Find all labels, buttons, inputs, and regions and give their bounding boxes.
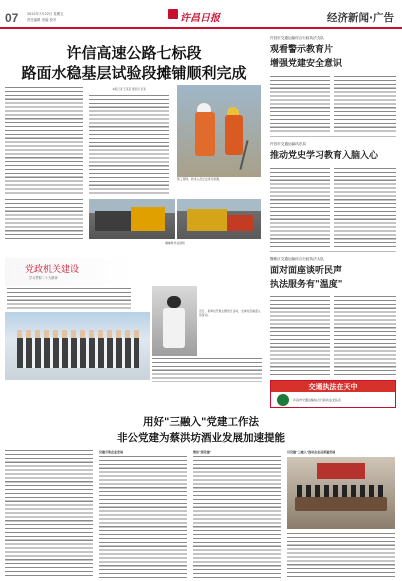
topic-logo-title: 党政机关建设: [25, 265, 80, 275]
lead-body-col3: [5, 199, 83, 239]
right-kicker-2: 许昌市交通运输执法局: [270, 142, 306, 146]
masthead-rule: [0, 27, 402, 29]
right-headline-1a: 观看警示教育片: [270, 45, 334, 55]
masthead: [0, 0, 402, 30]
right-headline-2: 推动党史学习教育入脑入心: [270, 151, 379, 161]
meeting-people-icon: [297, 485, 385, 497]
right-headline-1b: 增强党建安全意识: [270, 59, 343, 69]
bottom-photo-meeting: [287, 457, 395, 529]
right-divider-2: [270, 251, 396, 252]
lead-photo-caption: 施工现场，技术人员正在进行检测。: [177, 177, 222, 181]
right-column: [268, 32, 398, 410]
section-title: 经济新闻·广告: [327, 12, 394, 24]
roller-machine-icon: [187, 209, 227, 231]
worker-figure-icon: [225, 115, 243, 155]
bottom-title-line2: 非公党建为蔡洪坊酒业发展加速提能: [117, 432, 285, 444]
ad-box: [270, 380, 396, 408]
lead-title-line1: 许信高速公路七标段: [66, 44, 202, 62]
meeting-screen-icon: [317, 463, 365, 479]
ad-emblem-icon: [277, 394, 289, 406]
bottom-article: [5, 412, 397, 580]
right-kicker-3: 魏都区交通运输综合行政执法大队: [270, 257, 324, 261]
topic-photo-speaker: [152, 286, 197, 356]
newspaper-logo: [168, 9, 228, 23]
worker-helmet-icon: [197, 103, 211, 112]
lead-byline: 本报记者 王某某 通讯员 李某: [112, 88, 146, 91]
group-people-icon: [17, 338, 139, 368]
lead-body-col1: [5, 87, 83, 195]
ad-title-bar: [271, 381, 395, 392]
right-kicker-1: 许昌市交通运输综合行政执法支队: [270, 36, 324, 40]
right-divider-1: [270, 136, 396, 137]
topic-body: [152, 358, 262, 382]
bottom-title-line1: 用好"三融入"党建工作法: [143, 416, 259, 428]
lead-photo-paver: [89, 199, 175, 239]
lead-photo-workers: [177, 85, 261, 177]
lead-body-col2: [89, 95, 169, 195]
right-headline-3b: 执法服务有"温度": [270, 280, 343, 290]
bottom-subhead-3: 以党建"三融入"推动企业高质量发展: [287, 450, 336, 454]
logo-seal-icon: [168, 9, 178, 19]
topic-intro-body: [7, 288, 131, 310]
topic-banner: [5, 258, 133, 286]
lead-photo-roller: [177, 199, 261, 239]
speaker-figure-icon: [167, 296, 181, 308]
lead-title-line2: 路面水稳基层试验段摊铺顺利完成: [21, 64, 247, 82]
right-body-1b: [334, 76, 396, 132]
ad-title: 交通执法在天中: [308, 383, 358, 391]
bottom-body-col1: [5, 450, 93, 578]
topic-photo-meeting: [5, 312, 150, 380]
page-number: 07: [5, 11, 19, 25]
worker-figure-icon: [195, 112, 215, 156]
speaker-figure-icon: [163, 308, 185, 348]
logo-text: 许昌日报: [180, 13, 220, 24]
meeting-room-icon: [295, 497, 387, 511]
paver-machine-icon: [131, 207, 165, 231]
topic-photo-caption: 近日，某单位开展主题党日活动，全体党员重温入党誓词。: [199, 309, 261, 317]
topic-logo-sub: 学习贯彻二十大精神: [29, 276, 58, 280]
bottom-subhead-2: 聚焦"强党建": [193, 450, 212, 454]
bottom-subhead-1: 党建引领企业发展: [99, 450, 124, 454]
lead-photo-caption-2: 摊铺机作业现场: [165, 241, 185, 245]
group-heads-icon: [17, 330, 139, 338]
lead-article: [5, 32, 263, 257]
bottom-body-col2: [99, 456, 187, 578]
topic-article: [5, 258, 263, 388]
editor-line: 责任编辑 美编 校对: [27, 18, 57, 22]
ad-subtitle: 许昌市交通运输综合行政执法支队宣: [293, 398, 342, 402]
worker-helmet-icon: [227, 107, 239, 115]
right-body-2b: [334, 168, 396, 248]
date-line: 2022年7月22日 星期五: [27, 12, 64, 16]
right-body-3b: [334, 296, 396, 376]
bottom-body-col4: [287, 533, 395, 578]
right-body-1a: [270, 76, 330, 132]
right-headline-3a: 面对面座谈听民声: [270, 266, 343, 276]
right-body-2a: [270, 168, 330, 248]
right-body-3a: [270, 296, 330, 376]
roller-machine-icon: [227, 215, 253, 231]
bottom-body-col3: [193, 456, 281, 578]
